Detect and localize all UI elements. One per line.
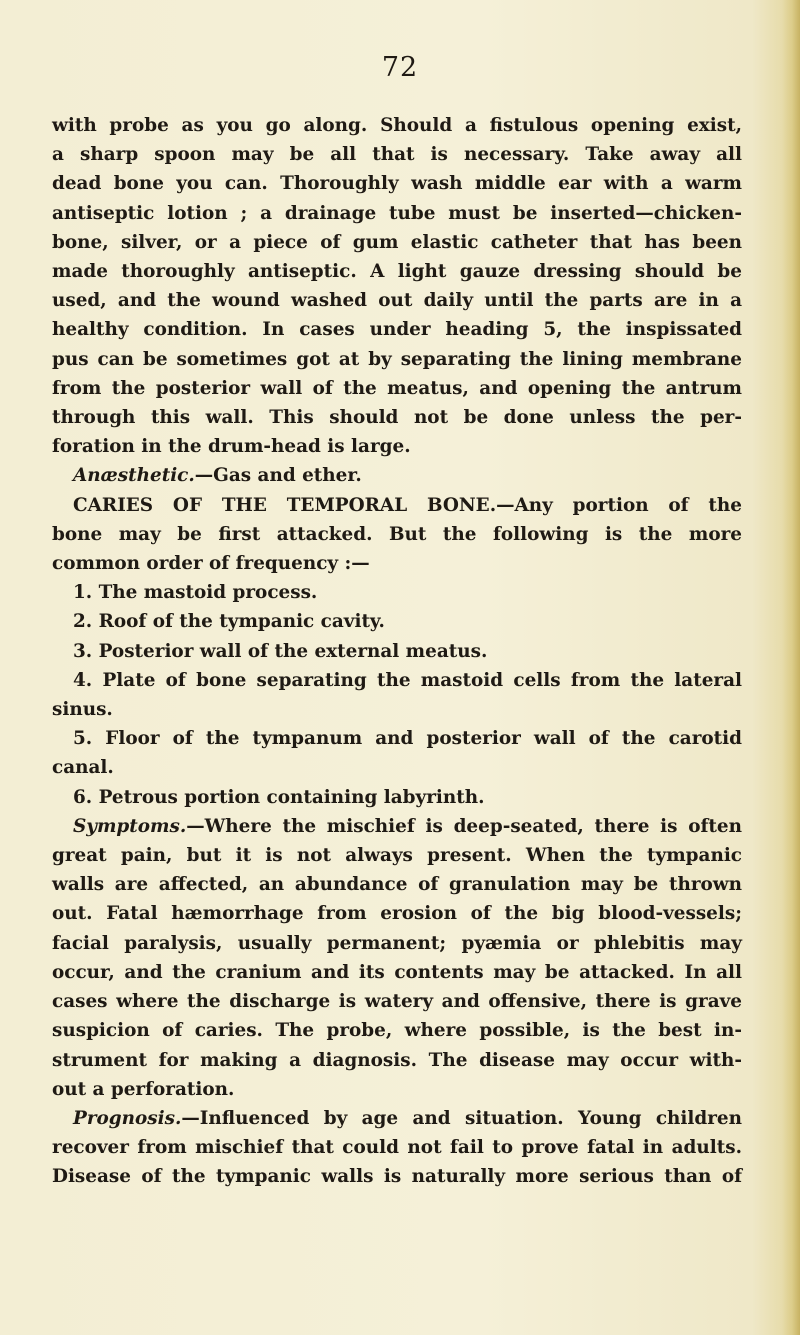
- line-text: out. Fatal hæmorrhage from erosion of the big blood-vessels;: [52, 903, 742, 925]
- text-line: [52, 432, 742, 461]
- line-text: —Influenced by age and situation. Young children: [181, 1107, 742, 1129]
- text-line: [52, 578, 742, 607]
- line-text: made thoroughly antiseptic. A light gauze dressing should be: [52, 261, 742, 283]
- body-text: [52, 111, 742, 1192]
- page-edge-shadow: [782, 0, 800, 1335]
- line-text: out a perforation.: [52, 1078, 235, 1100]
- text-line: [52, 491, 742, 520]
- text-line: [52, 695, 742, 724]
- line-text: walls are affected, an abundance of granulation may be thrown: [52, 874, 742, 896]
- text-line: [52, 607, 742, 636]
- text-line: [52, 286, 742, 315]
- page-number: 72: [381, 52, 419, 83]
- line-text: 4. Plate of bone separating the mastoid cells from the lateral: [73, 669, 742, 691]
- line-text: Disease of the tympanic walls is naturally more serious than of: [52, 1166, 742, 1188]
- line-text: recover from mischief that could not fail to prove fatal in adults.: [52, 1137, 742, 1159]
- line-text: healthy condition. In cases under heading 5, the inspissated: [52, 319, 742, 341]
- line-text: canal.: [52, 757, 114, 779]
- text-line: [52, 228, 742, 257]
- line-text: great pain, but it is not always present. When the tympanic: [52, 845, 742, 867]
- line-text: strument for making a diagnosis. The disease may occur with-: [52, 1049, 742, 1071]
- line-text: —Gas and ether.: [194, 465, 362, 487]
- line-text: dead bone you can. Thoroughly wash middle ear with a warm: [52, 173, 742, 195]
- text-line: [52, 1075, 742, 1104]
- line-text: antiseptic lotion ; a drainage tube must be inserted—chicken-: [52, 202, 742, 224]
- line-text: cases where the discharge is watery and offensive, there is grave: [52, 991, 742, 1013]
- text-line: [52, 958, 742, 987]
- text-line: [52, 315, 742, 344]
- line-text: sinus.: [52, 699, 113, 721]
- section-lead: Prognosis.: [73, 1107, 182, 1129]
- line-text: used, and the wound washed out daily until the parts are in a: [52, 290, 742, 312]
- text-line: [52, 520, 742, 549]
- text-line: [52, 841, 742, 870]
- text-line: [52, 1104, 742, 1133]
- line-text: common order of frequency :—: [52, 553, 370, 575]
- line-text: CARIES OF THE TEMPORAL BONE.—Any portion of the: [73, 494, 742, 516]
- line-text: —Where the mischief is deep-seated, there is often: [186, 815, 742, 837]
- line-text: 3. Posterior wall of the external meatus.: [73, 640, 488, 662]
- text-line: [52, 461, 742, 490]
- text-line: [52, 666, 742, 695]
- text-line: [52, 724, 742, 753]
- line-text: facial paralysis, usually permanent; pyæmia or phlebitis may: [52, 932, 742, 954]
- text-line: [52, 345, 742, 374]
- text-line: [52, 403, 742, 432]
- text-line: [52, 257, 742, 286]
- text-line: [52, 111, 742, 140]
- line-text: with probe as you go along. Should a fistulous opening exist,: [52, 115, 742, 136]
- section-lead: Symptoms.: [73, 815, 187, 837]
- line-text: foration in the drum-head is large.: [52, 436, 411, 458]
- text-line: [52, 637, 742, 666]
- text-line: [52, 753, 742, 782]
- line-text: 2. Roof of the tympanic cavity.: [73, 611, 385, 633]
- line-text: from the posterior wall of the meatus, and opening the antrum: [52, 377, 742, 399]
- text-line: [52, 549, 742, 578]
- section-lead: Anæsthetic.: [73, 465, 195, 487]
- text-line: [52, 1162, 742, 1191]
- line-text: occur, and the cranium and its contents may be attacked. In all: [52, 961, 742, 983]
- text-line: [52, 1016, 742, 1045]
- line-text: 6. Petrous portion containing labyrinth.: [73, 786, 485, 808]
- text-line: [52, 1046, 742, 1075]
- text-line: [52, 1133, 742, 1162]
- line-text: 1. The mastoid process.: [73, 582, 318, 604]
- line-text: a sharp spoon may be all that is necessary. Take away all: [52, 144, 742, 166]
- text-line: [52, 812, 742, 841]
- text-line: [52, 374, 742, 403]
- line-text: through this wall. This should not be done unless the per-: [52, 407, 742, 429]
- text-line: [52, 783, 742, 812]
- text-line: [52, 169, 742, 198]
- text-line: [52, 987, 742, 1016]
- text-line: [52, 899, 742, 928]
- line-text: bone, silver, or a piece of gum elastic catheter that has been: [52, 231, 742, 253]
- line-text: suspicion of caries. The probe, where possible, is the best in-: [52, 1020, 742, 1042]
- text-line: [52, 140, 742, 169]
- text-line: [52, 870, 742, 899]
- line-text: 5. Floor of the tympanum and posterior wall of the carotid: [73, 728, 742, 750]
- text-line: [52, 929, 742, 958]
- line-text: bone may be first attacked. But the following is the more: [52, 523, 742, 545]
- line-text: pus can be sometimes got at by separating the lining membrane: [52, 348, 742, 370]
- text-line: [52, 199, 742, 228]
